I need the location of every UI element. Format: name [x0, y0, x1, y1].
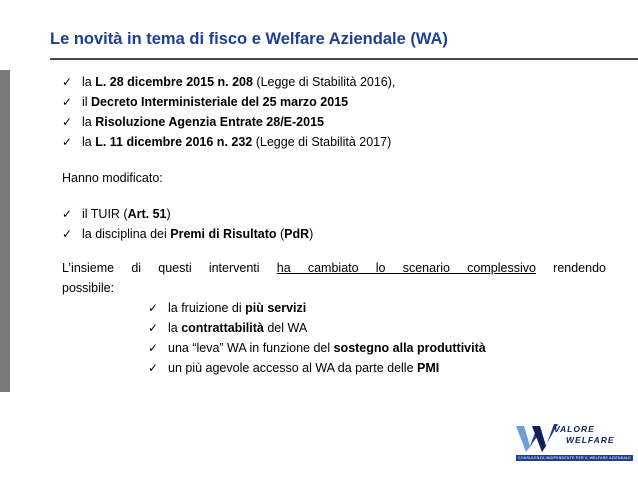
item-text: un più agevole accesso al WA da parte delle PMI	[168, 361, 440, 375]
checkmark-icon: ✓	[62, 207, 73, 221]
item-text: la L. 28 dicembre 2015 n. 208 (Legge di Stabilità 2016),	[82, 75, 396, 89]
outcomes-list	[62, 298, 606, 378]
checkmark-icon: ✓	[62, 95, 73, 109]
item-text: la disciplina dei Premi di Risultato (PdR)	[82, 227, 314, 241]
list-item	[62, 132, 606, 152]
item-text: il Decreto Interministeriale del 25 marzo 2015	[82, 95, 349, 109]
page-title: Le novità in tema di fisco e Welfare Aziendale (WA)	[50, 30, 448, 48]
checkmark-icon: ✓	[62, 227, 73, 241]
checkmark-icon: ✓	[148, 341, 159, 355]
list-item	[62, 204, 606, 224]
logo-tagline: CONSULENZA INDIPENDENTE PER IL WELFARE AZIENDALE	[518, 456, 631, 460]
item-text: la contrattabilità del WA	[168, 321, 308, 335]
list-item	[148, 358, 606, 378]
checkmark-icon: ✓	[62, 135, 73, 149]
left-accent-bar	[0, 70, 10, 392]
title-divider	[50, 58, 638, 60]
item-text: la fruizione di più servizi	[168, 301, 307, 315]
summary-paragraph: L’insieme di questi interventi ha cambiato lo scenario complessivo rendendo	[62, 261, 606, 275]
list-item	[148, 318, 606, 338]
logo-mark-icon	[514, 422, 558, 454]
list-item	[62, 224, 606, 244]
checkmark-icon: ✓	[148, 321, 159, 335]
checkmark-icon: ✓	[148, 301, 159, 315]
summary-paragraph-end: possibile:	[62, 281, 115, 295]
item-text: il TUIR (Art. 51)	[82, 207, 171, 221]
checkmark-icon: ✓	[62, 115, 73, 129]
logo-line1: VALORE	[554, 424, 595, 434]
laws-list	[62, 72, 606, 152]
modified-label: Hanno modificato:	[62, 171, 163, 185]
modified-list	[62, 204, 606, 244]
list-item	[62, 72, 606, 92]
underlined-phrase: ha cambiato lo scenario complessivo	[276, 261, 536, 275]
list-item	[62, 92, 606, 112]
item-text: la L. 11 dicembre 2016 n. 232 (Legge di Stabilità 2017)	[82, 135, 392, 149]
checkmark-icon: ✓	[62, 75, 73, 89]
list-item	[148, 298, 606, 318]
slide-content	[62, 72, 606, 378]
checkmark-icon: ✓	[148, 361, 159, 375]
list-item	[62, 112, 606, 132]
item-text: la Risoluzione Agenzia Entrate 28/E-2015	[82, 115, 324, 129]
valore-welfare-logo	[514, 422, 632, 466]
item-text: una “leva” WA in funzione del sostegno alla produttività	[168, 341, 486, 355]
logo-line2: WELFARE	[566, 435, 615, 445]
list-item	[148, 338, 606, 358]
